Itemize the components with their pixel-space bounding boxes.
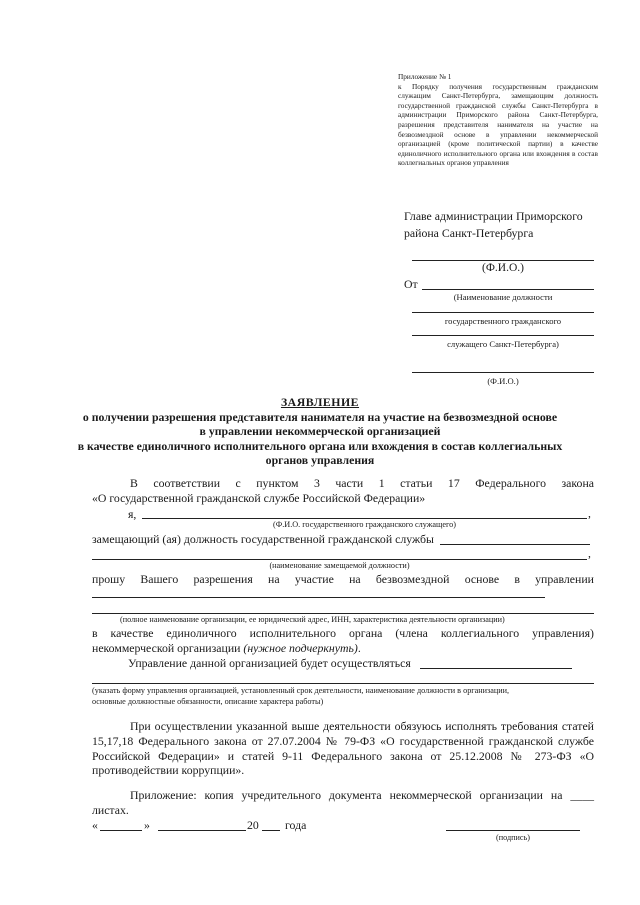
title-line-4: органов управления [265, 453, 375, 467]
attachment-text: Приложение: копия учредительного документа некоммерческой организации на ____ листах. [92, 788, 594, 817]
position-line-3 [412, 335, 594, 336]
org-caption: (полное наименование организации, ее юридический адрес, ИНН, характеристика деятельности организации) [120, 615, 505, 624]
management-line-2 [92, 683, 594, 684]
addressee-fio-line [412, 260, 594, 261]
addressee-line-2: района Санкт-Петербурга [404, 226, 534, 240]
capacity-org: некоммерческой организации [92, 641, 241, 655]
annex-text: к Порядку получения государственным гражданским служащим Санкт-Петербурга, замещающим должность государственной гражданской службы Санкт-Петербурга в администрации Приморского района Санкт-Петербурга, разрешения представителя нанимателя на участие на безвозмездной основе в управлении некоммерческой организацией (кроме политической партии) в качестве единоличного исполнительного органа или вхождения в состав коллегиальных органов управления [398, 81, 598, 168]
date-year-suffix: года [285, 818, 307, 832]
title-line-2: в управлении некоммерческой организацией [199, 424, 441, 438]
management-line [420, 668, 572, 669]
title-main: ЗАЯВЛЕНИЕ [280, 395, 360, 409]
position-input-line [92, 559, 587, 560]
document-title [60, 395, 580, 468]
fio-input-line [142, 518, 587, 519]
annex-block [398, 72, 598, 168]
replacing-line [440, 544, 590, 545]
capacity-end: . [357, 641, 361, 655]
capacity-note: (нужное подчеркнуть) [243, 641, 358, 655]
title-line-1: о получении разрешения представителя нанимателя на участие на безвозмездной основе [82, 409, 558, 424]
annex-title: Приложение № 1 [398, 72, 452, 81]
addressee-fio-caption: (Ф.И.О.) [482, 262, 524, 274]
capacity-line-2 [92, 641, 361, 656]
from-label: От [404, 277, 418, 291]
date-day-line [100, 830, 142, 831]
management-caption [92, 685, 594, 707]
date-year-line [262, 830, 280, 831]
management-label: Управление данной организацией будет осуществляться [128, 656, 411, 670]
position-caption: (наименование замещаемой должности) [269, 561, 410, 570]
position-caption-3: служащего Санкт-Петербурга) [447, 339, 559, 349]
signature-line [446, 830, 580, 831]
fio-caption: (Ф.И.О. государственного гражданского служащего) [273, 520, 456, 529]
management-caption-1: (указать форму управления организацией, установленный срок деятельности, наименование должности в организации, [92, 686, 510, 695]
addressee-block [404, 208, 614, 242]
org-line-2 [92, 613, 594, 614]
capacity-line-1: в качестве единоличного исполнительного органа (члена коллегиального управления) [92, 626, 594, 640]
position-caption-1: (Наименование должности [453, 292, 553, 302]
date-open-quote: « [92, 818, 98, 832]
ya-label: я, [128, 507, 137, 521]
date-close-quote: » [144, 818, 150, 832]
position-comma: , [588, 546, 591, 560]
from-line [422, 289, 594, 290]
para-1-line-1: В соответствии с пунктом 3 части 1 статьи 17 Федерального закона [130, 476, 594, 490]
date-year-prefix: 20 [247, 818, 259, 832]
management-caption-2: основные должностные обязанности, описание характера работы) [92, 697, 324, 706]
position-caption-2: государственного гражданского [444, 316, 562, 326]
org-line-1 [92, 597, 545, 598]
replacing-label: замещающий (ая) должность государственной гражданской службы [92, 532, 434, 546]
date-month-line [158, 830, 246, 831]
applicant-fio-caption: (Ф.И.О.) [487, 376, 519, 386]
fio-comma: , [588, 506, 591, 520]
applicant-fio-line [412, 372, 594, 373]
signature-caption: (подпись) [496, 833, 530, 842]
position-line-2 [412, 312, 594, 313]
para-1-line-2: «О государственной гражданской службе Российской Федерации» [92, 491, 426, 505]
obligation-paragraph: При осуществлении указанной выше деятельности обязуюсь исполнять требования статей 15,17,18 Федерального закона от 27.07.2004 № 79-ФЗ «О государственной гражданской службе Российской Федерации» и статей 9-11 Федерального закона от 25.12.2008 № 273-ФЗ «О противодействии коррупции». [92, 719, 594, 778]
request-text: прошу Вашего разрешения на участие на безвозмездной основе в управлении [92, 572, 594, 586]
title-line-3: в качестве единоличного исполнительного органа или вхождения в состав коллегиальных [77, 438, 563, 453]
addressee-line-1: Главе администрации Приморского [404, 209, 583, 223]
